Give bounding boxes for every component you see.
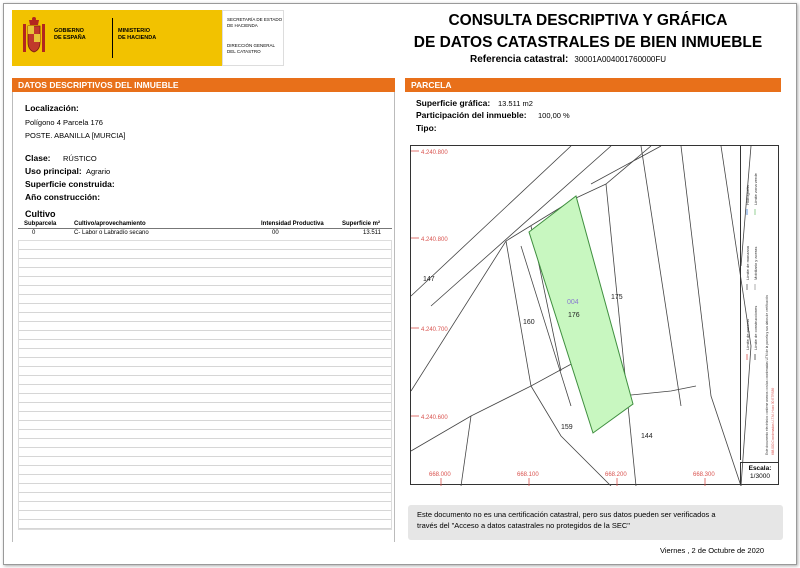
referencia-catastral: Referencia catastral: 30001A004001760000FU [470,54,667,65]
cell-subparcela: 0 [32,230,36,236]
parcel-label-160: 160 [523,319,535,326]
localizacion-label: Localización: [25,103,79,113]
x-coord-4: 668.300 [693,472,715,478]
cultivo-title: Cultivo [25,209,56,219]
legend-construcciones: Límite de construcciones [753,305,758,350]
y-coord-3: 4.240.700 [421,327,448,333]
superficie-grafica-value: 13.511 m2 [498,99,533,108]
secretaria-text: SECRETARÍA DE ESTADO DE HACIENDA [227,17,283,28]
clase-label: Clase: [25,153,51,163]
document-title: CONSULTA DESCRIPTIVA Y GRÁFICA DE DATOS CATASTRALES DE BIEN INMUEBLE [413,12,763,51]
localizacion-line2: POSTE. ABANILLA [MURCIA] [25,131,126,140]
legend-drawing [741,145,780,460]
verification-note: Este documento no es una certificación catastral, pero sus datos pueden ser verificados a través del "Acceso a datos catastrales no protegidos de la SEC" [408,505,783,540]
cell-intensidad: 00 [272,230,279,236]
coat-of-arms-icon [20,16,48,58]
referencia-value: 30001A004001760000FU [574,55,667,64]
y-coord-2: 4.240.800 [421,237,448,243]
superficie-construida-label: Superficie construida: [25,179,115,189]
parcel-label-159: 159 [561,424,573,431]
parcel-label-004: 004 [567,299,579,306]
parcel-label-147: 147 [423,276,435,283]
x-coord-1: 668.000 [429,472,451,478]
legend-hidrografia: Hidrografía [745,185,750,205]
participacion-label: Participación del inmueble: [416,110,527,120]
ano-construccion-label: Año construcción: [25,192,101,202]
datos-descriptivos-bar: DATOS DESCRIPTIVOS DEL INMUEBLE [12,78,395,92]
parcela-bar: PARCELA [405,78,781,92]
legend-parcela: Límite de parcela [745,319,750,350]
uso-label: Uso principal: [25,166,82,176]
legend-note: Este documento electrónico contiene anexos con las coordenadas UTM de la parcela y sus datos de certificación [765,295,769,455]
participacion-value: 100,00 % [538,111,570,120]
escala-value: 1/3000 [750,473,770,480]
localizacion-line1: Polígono 4 Parcela 176 [25,118,103,127]
legend-coords-note: 668.000 Coordenadas U.T.M. Huso 30 ETRS89 [771,387,775,455]
cultivo-table [18,220,392,238]
header-subparcela: Subparcela [24,221,57,227]
legend-manzana: Límite de manzana [745,245,750,280]
secretaria-box [222,10,284,66]
x-coord-2: 668.100 [517,472,539,478]
y-coord-1: 4.240.800 [421,150,448,156]
header-intensidad: Intensidad Productiva [261,221,324,227]
logo-divider [112,18,113,58]
ruled-lines [18,240,392,530]
superficie-grafica-label: Superficie gráfica: [416,98,491,108]
clase-value: RÚSTICO [63,154,97,163]
cadastral-map [410,145,779,485]
cell-superficie: 13.511 [363,230,381,236]
cell-cultivo: C- Labor o Labradío secano [74,230,149,236]
document-date: Viernes , 2 de Octubre de 2020 [660,546,765,555]
header-superficie: Superficie m² [342,221,381,227]
map-scale [740,462,779,485]
government-logo [12,10,222,66]
map-legend [740,145,779,460]
parcel-label-144: 144 [641,433,653,440]
header-cultivo: Cultivo/aprovechamiento [74,221,146,227]
uso-value: Agrario [86,167,111,176]
ministerio-text: MINISTERIO DE HACIENDA [118,28,157,41]
x-coord-3: 668.200 [605,472,627,478]
gobierno-text: GOBIERNO DE ESPAÑA [54,28,86,41]
legend-zona-verde: Límite zona verde [753,173,758,205]
parcel-label-176: 176 [568,312,580,319]
tipo-label: Tipo: [416,123,437,133]
table-row [18,229,392,238]
table-header [18,220,392,229]
y-coord-4: 4.240.600 [421,415,448,421]
map-drawing [411,146,780,486]
legend-mobiliario: Mobiliario y aceras [753,246,758,280]
parcel-label-175: 175 [611,294,623,301]
direccion-text: DIRECCIÓN GENERAL DEL CATASTRO [227,43,276,54]
subject-parcel [529,196,633,433]
escala-label: Escala: [748,465,772,472]
